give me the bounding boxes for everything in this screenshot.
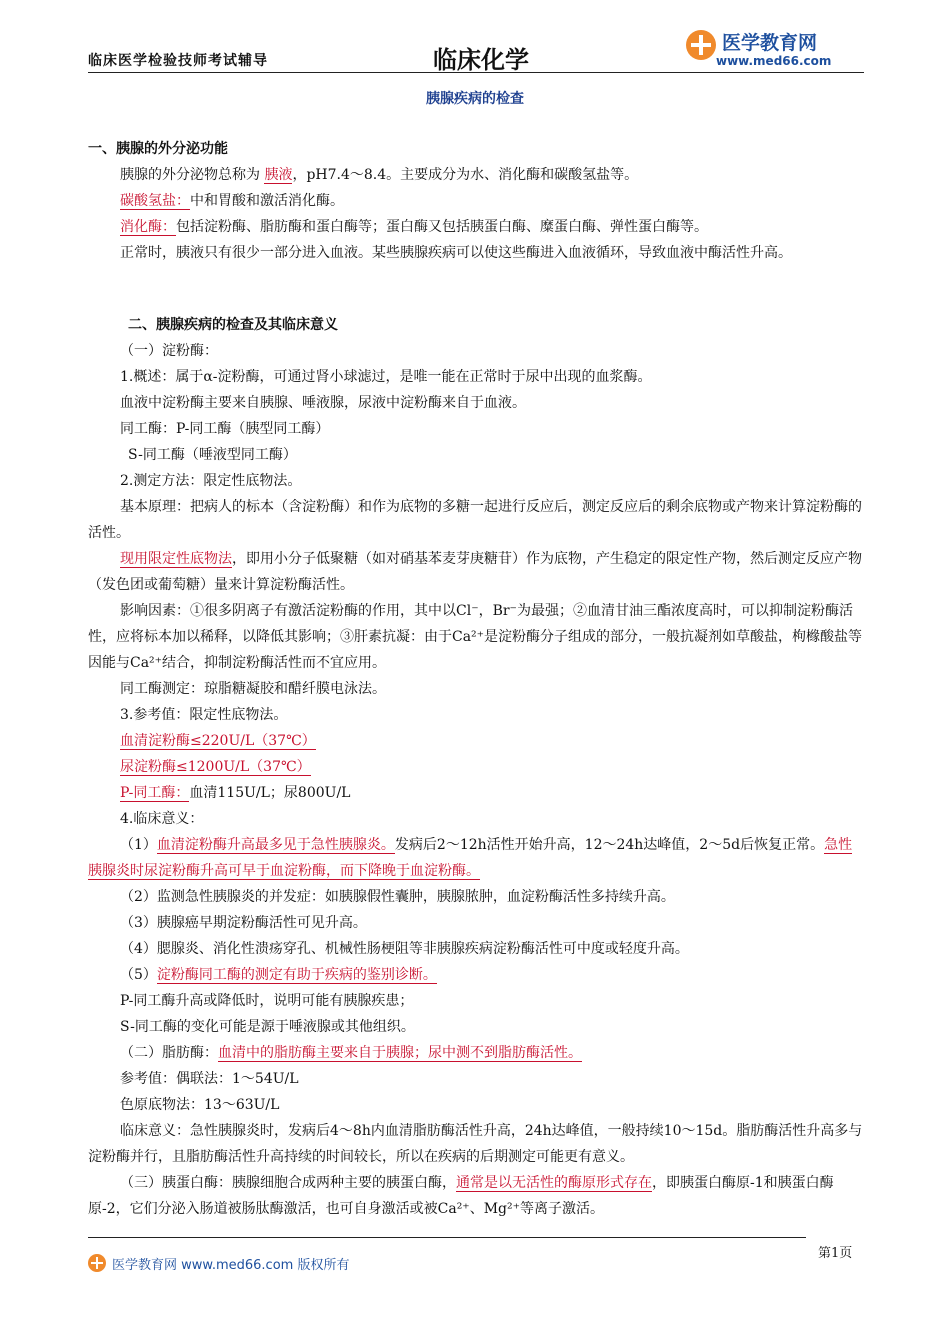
document-body (88, 136, 864, 1222)
text: ，pH7.4～8.4。主要成分为水、消化酶和碳酸氢盐等。 (292, 167, 639, 183)
header-subject: 临床化学 (433, 46, 529, 74)
logo-name: 医学教育网 (722, 32, 818, 54)
paragraph: 血液中淀粉酶主要来自胰腺、唾液腺，尿液中淀粉酶来自于血液。 (120, 395, 526, 411)
section-2-heading: 二、胰腺疾病的检查及其临床意义 (128, 317, 338, 333)
paragraph (88, 728, 864, 754)
footer-copyright[interactable]: 医学教育网 www.med66.com 版权所有 (112, 1258, 350, 1273)
paragraph: 同工酶测定：琼脂糖凝胶和醋纤膜电泳法。 (120, 681, 386, 697)
page-header (88, 28, 864, 76)
paragraph: P-同工酶升高或降低时，说明可能有胰腺疾患； (120, 993, 414, 1009)
paragraph: 色原底物法：13～63U/L (120, 1097, 280, 1113)
paragraph: （2）监测急性胰腺炎的并发症：如胰腺假性囊肿，胰腺脓肿，血淀粉酶活性多持续升高。 (120, 889, 675, 905)
text: ，即用小分子低聚糖（如对硝基苯麦芽庚糖苷）作为底物，产生稳定的限定性产物，然后测定反应产物（发色团或葡萄糖）量来计算淀粉酶活性。 (88, 551, 862, 593)
paragraph (88, 188, 864, 214)
footer-divider (88, 1237, 806, 1238)
highlight: 血清中的脂肪酶主要来自于胰腺；尿中测不到脂肪酶活性。 (218, 1045, 582, 1061)
text: 包括淀粉酶、脂肪酶和蛋白酶等；蛋白酶又包括胰蛋白酶、糜蛋白酶、弹性蛋白酶等。 (176, 219, 708, 235)
paragraph (88, 832, 864, 884)
page-number: 第1页 (818, 1246, 853, 1261)
logo-url: www.med66.com (716, 54, 832, 68)
text: （1） (120, 837, 157, 853)
paragraph: 影响因素：①很多阴离子有激活淀粉酶的作用，其中以Cl⁻，Br⁻为最强；②血清甘油三酯浓度高时，可以抑制淀粉酶活性，应将标本加以稀释，以降低其影响；③肝素抗凝：由于Ca²⁺是淀粉酶分子组成的部分，一般抗凝剂如草酸盐，枸橼酸盐等因能与Ca²⁺结合，抑制淀粉酶活性而不宜应用。 (88, 603, 863, 671)
highlight: 淀粉酶同工酶的测定有助于疾病的鉴别诊断。 (156, 967, 437, 983)
highlight: 胰液 (264, 167, 293, 183)
header-divider (88, 72, 864, 73)
text: ，即胰蛋白酶原-1和胰蛋白酶原-2，它们分泌入肠道被肠肽酶激活，也可自身激活或被Ca²⁺、Mg²⁺等离子激活。 (88, 1175, 834, 1217)
highlight: 消化酶： (120, 219, 176, 235)
paragraph (88, 162, 864, 188)
page-footer (88, 1246, 864, 1282)
highlight: 血清淀粉酶升高最多见于急性胰腺炎。 (156, 837, 395, 853)
paragraph: 临床意义：急性胰腺炎时，发病后4～8h内血清脂肪酶活性升高，24h达峰值，一般持续10～15d。脂肪酶活性升高多与淀粉酶并行，且脂肪酶活性升高持续的时间较长，所以在疾病的后期测定可能更有意义。 (88, 1123, 863, 1165)
paragraph: 4.临床意义： (120, 811, 204, 827)
paragraph: 参考值：偶联法：1～54U/L (120, 1071, 299, 1087)
subheading-amylase: （一）淀粉酶： (120, 343, 218, 359)
paragraph: 3.参考值：限定性底物法。 (120, 707, 288, 723)
site-logo[interactable] (686, 26, 866, 72)
highlight: 通常是以无活性的酶原形式存在 (456, 1175, 652, 1191)
paragraph (88, 754, 864, 780)
paragraph: （4）腮腺炎、消化性溃疡穿孔、机械性肠梗阻等非胰腺疾病淀粉酶活性可中度或轻度升高。 (120, 941, 689, 957)
subheading-lipase (88, 1040, 864, 1066)
paragraph (88, 214, 864, 240)
text: （二）脂肪酶： (120, 1045, 218, 1061)
footer-logo-icon (88, 1254, 106, 1272)
document-title: 胰腺疾病的检查 (426, 91, 524, 107)
highlight: 急性胰腺炎时尿淀粉酶升高可早于血淀粉酶，而下降晚于血淀粉酶。 (88, 837, 853, 879)
paragraph: S-同工酶的变化可能是源于唾液腺或其他组织。 (120, 1019, 415, 1035)
paragraph: 1.概述：属于α-淀粉酶，可通过肾小球滤过，是唯一能在正常时于尿中出现的血浆酶。 (120, 369, 652, 385)
highlight: 现用限定性底物法 (120, 551, 232, 567)
text: 血清115U/L；尿800U/L (189, 785, 351, 801)
highlight: 尿淀粉酶≤1200U/L（37℃） (120, 759, 311, 775)
paragraph: S-同工酶（唾液型同工酶） (128, 447, 297, 463)
paragraph (88, 962, 864, 988)
text: 胰腺的外分泌物总称为 (120, 167, 260, 183)
highlight: 血清淀粉酶≤220U/L（37℃） (120, 733, 316, 749)
text: 发病后2～12h活性开始升高，12～24h达峰值，2～5d后恢复正常。 (394, 837, 825, 853)
paragraph (88, 780, 864, 806)
section-1-heading: 一、胰腺的外分泌功能 (88, 141, 228, 157)
subheading-trypsin (88, 1170, 864, 1222)
highlight: P-同工酶： (120, 785, 190, 801)
paragraph: 同工酶：P-同工酶（胰型同工酶） (120, 421, 330, 437)
text: （三）胰蛋白酶：胰腺细胞合成两种主要的胰蛋白酶， (120, 1175, 456, 1191)
paragraph (88, 546, 864, 598)
header-course-name: 临床医学检验技师考试辅导 (88, 53, 268, 69)
text: 中和胃酸和激活消化酶。 (190, 193, 344, 209)
paragraph: （3）胰腺癌早期淀粉酶活性可见升高。 (120, 915, 367, 931)
highlight: 碳酸氢盐： (120, 193, 190, 209)
paragraph: 2.测定方法：限定性底物法。 (120, 473, 302, 489)
paragraph: 正常时，胰液只有很少一部分进入血液。某些胰腺疾病可以使这些酶进入血液循环，导致血液中酶活性升高。 (120, 245, 792, 261)
logo-cross-icon (686, 30, 716, 60)
paragraph: 基本原理：把病人的标本（含淀粉酶）和作为底物的多糖一起进行反应后，测定反应后的剩余底物或产物来计算淀粉酶的活性。 (88, 499, 862, 541)
text: （5） (120, 967, 157, 983)
